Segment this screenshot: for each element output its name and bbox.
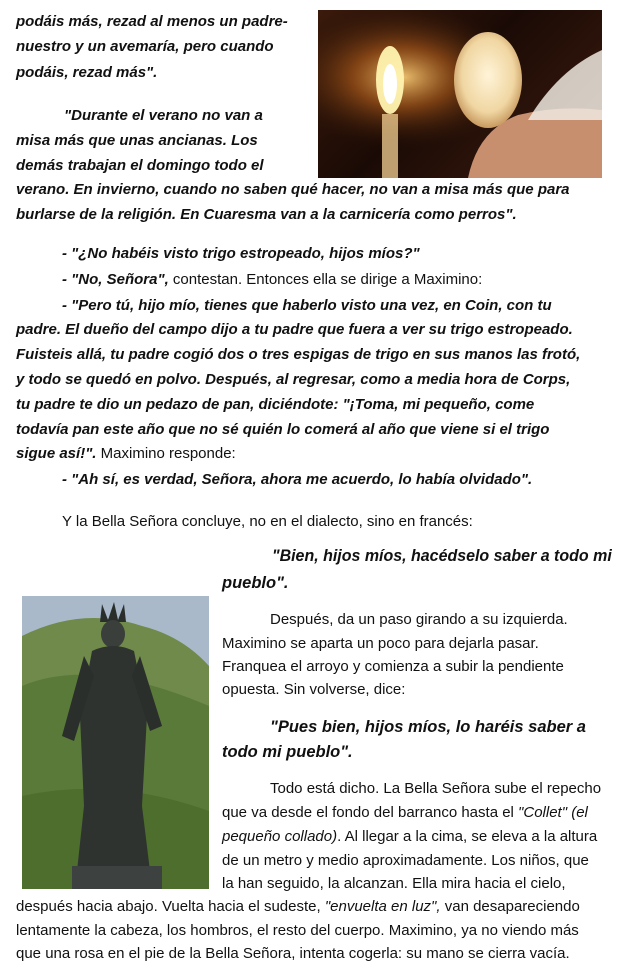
quote1-line2: pueblo". — [222, 574, 289, 592]
para5-line4: opuesta. Sin volverse, dice: — [222, 681, 406, 698]
para6-line1: Todo está dicho. La Bella Señora sube el repecho — [270, 780, 602, 797]
para6-line3: pequeño collado). Al llegar a la cima, se eleva a la altura — [222, 828, 598, 845]
dialogue-3-line4: y todo se quedó en polvo. Después, al regresar, como a media hora de Corps, — [16, 371, 571, 388]
para6-line8: que una rosa en el pie de la Bella Señora, intenta cogerla: su mano se cierra vacía. — [16, 945, 570, 962]
dialogue-3-line5: tu padre te dio un pedazo de pan, diciéndote: "¡Toma, mi pequeño, come — [16, 396, 535, 413]
para5-line1: Después, da un paso girando a su izquierda. — [270, 611, 568, 628]
statue-photo — [22, 596, 209, 889]
para2-line5: burlarse de la religión. En Cuaresma van a la carnicería como perros". — [16, 206, 517, 223]
para5-line3: Franquea el arroyo y comienza a subir la pendiente — [222, 658, 564, 675]
host-candle-image — [318, 10, 602, 178]
quote2-line2: todo mi pueblo". — [222, 743, 353, 761]
dialogue-3-line3: Fuisteis allá, tu padre cogió dos o tres espigas de trigo en sus manos las frotó, — [16, 346, 581, 363]
para2-line4: verano. En invierno, cuando no saben qué hacer, no van a misa más que para — [16, 181, 570, 198]
host-candle-photo — [318, 10, 602, 178]
dialogue-3-line2: padre. El dueño del campo dijo a tu padre que fuera a ver su trigo estropeado. — [16, 321, 573, 338]
quote1-line1: "Bien, hijos míos, hacédselo saber a todo mi — [272, 547, 612, 565]
statue-image — [22, 596, 209, 889]
para2-line3: demás trabajan el domingo todo el — [16, 157, 264, 174]
dialogue-1: - "¿No habéis visto trigo estropeado, hijos míos?" — [62, 245, 420, 262]
para2-line1: "Durante el verano no van a — [64, 107, 263, 124]
dialogue-3-line1: - "Pero tú, hijo mío, tienes que haberlo visto una vez, en Coin, con tu — [62, 297, 552, 314]
conclusion-line: Y la Bella Señora concluye, no en el dialecto, sino en francés: — [62, 513, 473, 530]
dialogue-3-line7: sigue así!". Maximino responde: — [16, 445, 236, 462]
para2-line2: misa más que unas ancianas. Los — [16, 132, 258, 149]
dialogue-3-line6: todavía pan este año que no sé quién lo comerá al año que viene si el trigo — [16, 421, 550, 438]
para6-line6: después hacia abajo. Vuelta hacia el sudeste, "envuelta en luz", van desapareciendo — [16, 898, 580, 915]
para6-line7: lentamente la cabeza, los hombros, el resto del cuerpo. Maximino, ya no viendo más — [16, 922, 579, 939]
para1-line3: podáis, rezad más". — [16, 64, 158, 81]
para6-line4: de un metro y medio aproximadamente. Los niños, que — [222, 852, 589, 869]
para1-line2: nuestro y un avemaría, pero cuando — [16, 38, 274, 55]
para6-line2: que va desde el fondo del barranco hasta el "Collet" (el — [222, 804, 588, 821]
dialogue-4: - "Ah sí, es verdad, Señora, ahora me acuerdo, lo había olvidado". — [62, 471, 533, 488]
para1-line1: podáis más, rezad al menos un padre- — [16, 13, 288, 30]
dialogue-2: - "No, Señora", contestan. Entonces ella se dirige a Maximino: — [62, 271, 483, 288]
para5-line2: Maximino se aparta un poco para dejarla pasar. — [222, 635, 539, 652]
quote2-line1: "Pues bien, hijos míos, lo haréis saber a — [270, 718, 586, 736]
para6-line5: la han seguido, la alcanzan. Ella mira hacia el cielo, — [222, 875, 566, 892]
